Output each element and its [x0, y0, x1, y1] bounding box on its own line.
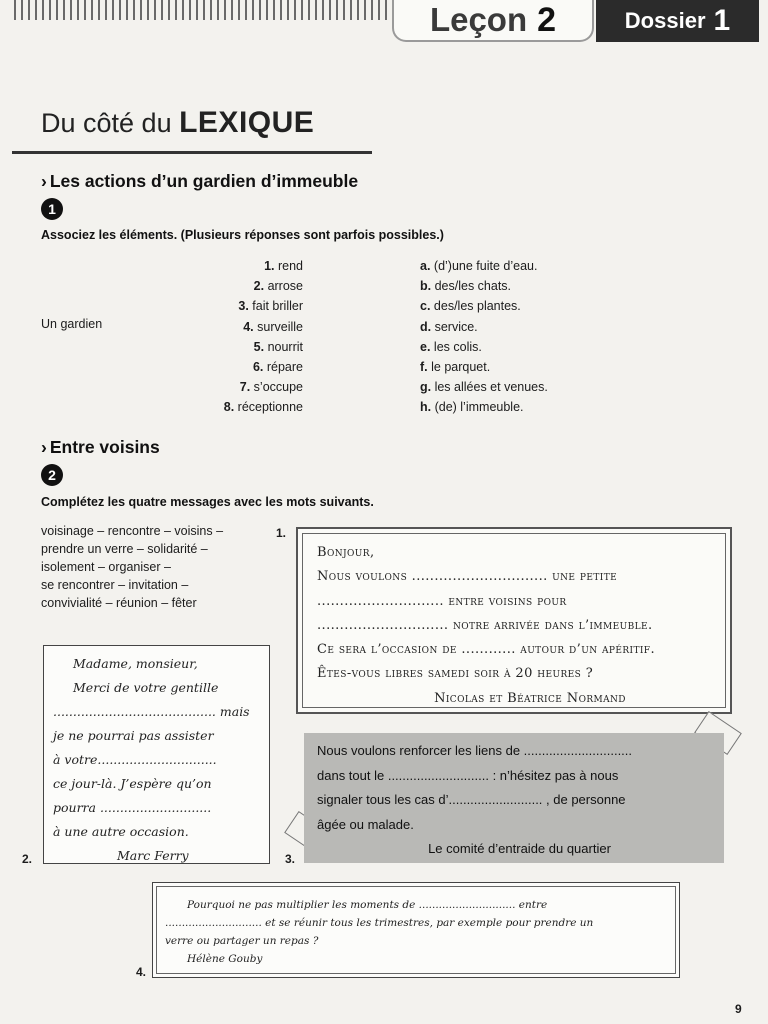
item-number: 6.	[252, 359, 264, 374]
item-text: les colis.	[430, 339, 482, 354]
item-letter: b.	[420, 279, 432, 294]
page-number: 9	[735, 1002, 742, 1016]
item-text: surveille	[253, 319, 303, 334]
message-line: dans tout le ............................ : n’hésitez pas à nous	[317, 767, 619, 783]
message-line: Pourquoi ne pas multiplier les moments de ............................. entre	[187, 899, 548, 911]
message-line: verre ou partager un repas ?	[165, 935, 319, 947]
message-line: je ne pourrai pas assister	[53, 728, 214, 743]
word-bank-line: isolement – organiser –	[41, 560, 171, 574]
list-item	[180, 317, 303, 337]
message-card-3	[304, 733, 724, 863]
dossier-tab	[596, 0, 759, 42]
lesson-number: 2	[537, 0, 557, 39]
page-title	[41, 106, 314, 140]
message-line: à votre..............................	[53, 752, 217, 767]
item-letter: e.	[420, 339, 431, 354]
list-item	[180, 357, 303, 377]
message-signature: Nicolas et Béatrice Normand	[434, 690, 626, 706]
verb-list	[180, 256, 303, 418]
message-line: ......................................... mais	[53, 704, 250, 719]
message-line: ............................. notre arrivée dans l’immeuble.	[317, 617, 653, 633]
item-text: fait briller	[248, 299, 303, 314]
item-text: (d’)une fuite d’eau.	[430, 259, 538, 273]
item-letter: g.	[420, 380, 432, 395]
message-line: Merci de votre gentille	[73, 680, 219, 695]
list-item	[420, 397, 548, 417]
section-heading-voisins-text: Entre voisins	[49, 437, 160, 457]
message-line: Ce sera l’occasion de ............ autour d’un apéritif.	[317, 642, 655, 658]
lesson-label: Leçon	[429, 1, 528, 38]
exercise-number-badge: 1	[41, 198, 63, 220]
message-line: Madame, monsieur,	[73, 656, 198, 671]
exercise-number-badge: 2	[41, 464, 63, 486]
item-text: service.	[431, 319, 478, 334]
message-line: Nous voulons .............................. une petite	[317, 569, 618, 585]
message-card-2	[43, 645, 270, 864]
list-item	[420, 357, 548, 377]
item-letter: c.	[420, 299, 431, 314]
message-line: ............................ entre voisins pour	[317, 593, 567, 609]
item-text: s’occupe	[250, 380, 303, 395]
item-letter: d.	[420, 319, 432, 334]
header-stripes	[14, 0, 392, 20]
item-letter: f.	[420, 359, 428, 374]
list-item	[180, 377, 303, 397]
list-item	[420, 256, 548, 276]
item-text: réceptionne	[234, 400, 303, 415]
list-item	[420, 296, 548, 316]
message-number: 3.	[285, 852, 296, 866]
message-card-4-body	[156, 886, 676, 974]
message-line: à une autre occasion.	[53, 824, 189, 839]
item-text: des/les chats.	[431, 279, 512, 294]
section-heading-voisins	[41, 437, 160, 458]
item-text: le parquet.	[427, 359, 491, 374]
item-text: rend	[274, 259, 303, 273]
exercise-subject: Un gardien	[41, 317, 103, 331]
message-signature: Hélène Gouby	[187, 953, 263, 965]
complement-list	[420, 256, 548, 418]
item-number: 8.	[223, 400, 235, 415]
word-bank-line: convivialité – réunion – fêter	[41, 596, 197, 610]
message-signature: Marc Ferry	[117, 848, 189, 863]
list-item	[420, 317, 548, 337]
message-line: âgée ou malade.	[317, 816, 414, 832]
item-text: nourrit	[264, 339, 303, 354]
item-number: 7.	[239, 380, 251, 395]
chevron-right-icon: ›	[41, 437, 47, 457]
word-bank	[41, 522, 271, 612]
word-bank-line: prendre un verre – solidarité –	[41, 542, 208, 556]
item-text: répare	[263, 359, 303, 374]
list-item	[420, 276, 548, 296]
item-number: 3.	[238, 299, 249, 314]
exercise-instruction: Associez les éléments. (Plusieurs réponses sont parfois possibles.)	[41, 228, 444, 242]
dossier-label: Dossier	[624, 8, 706, 33]
message-card-1	[296, 527, 732, 714]
message-line: signaler tous les cas d’.......................... , de personne	[317, 792, 626, 807]
section-heading-gardien-text: Les actions d’un gardien d’immeuble	[49, 171, 359, 191]
chevron-right-icon: ›	[41, 171, 47, 191]
title-underline	[12, 151, 372, 154]
list-item	[180, 256, 303, 276]
item-number: 1.	[264, 259, 275, 273]
page-title-prefix: Du côté du	[41, 108, 180, 138]
item-number: 2.	[253, 279, 265, 294]
message-line: Êtes-vous libres samedi soir à 20 heures ?	[317, 666, 594, 682]
message-line: Nous voulons renforcer les liens de ..............................	[317, 743, 633, 758]
word-bank-line: se rencontrer – invitation –	[41, 578, 189, 592]
list-item	[420, 337, 548, 357]
message-card-4	[152, 882, 680, 978]
message-line: ............................. et se réunir tous les trimestres, par exemple pour prendre un	[165, 917, 594, 929]
item-number: 5.	[253, 339, 265, 354]
item-number: 4.	[243, 319, 254, 334]
item-text: arrose	[264, 279, 303, 294]
message-signature: Le comité d’entraide du quartier	[428, 841, 611, 856]
exercise-instruction: Complétez les quatre messages avec les mots suivants.	[41, 495, 374, 509]
page-title-emphasis: LEXIQUE	[179, 106, 315, 139]
list-item	[180, 397, 303, 417]
message-line: pourra ............................	[53, 800, 212, 815]
dossier-number: 1	[713, 4, 731, 37]
word-bank-line: voisinage – rencontre – voisins –	[41, 524, 224, 538]
item-letter: a.	[420, 259, 431, 273]
message-number: 2.	[22, 852, 33, 866]
item-letter: h.	[420, 400, 432, 415]
list-item	[180, 337, 303, 357]
message-number: 4.	[136, 965, 147, 979]
list-item	[420, 377, 548, 397]
message-card-1-body	[302, 533, 726, 708]
item-text: (de) l’immeuble.	[431, 400, 524, 415]
lesson-tab	[392, 0, 594, 42]
item-text: des/les plantes.	[430, 299, 521, 314]
message-line: ce jour-là. J’espère qu’on	[53, 776, 212, 791]
item-text: les allées et venues.	[431, 380, 548, 395]
section-heading-gardien	[41, 171, 358, 192]
message-line: Bonjour,	[317, 545, 375, 560]
message-number: 1.	[276, 526, 287, 540]
list-item	[180, 276, 303, 296]
list-item	[180, 296, 303, 316]
